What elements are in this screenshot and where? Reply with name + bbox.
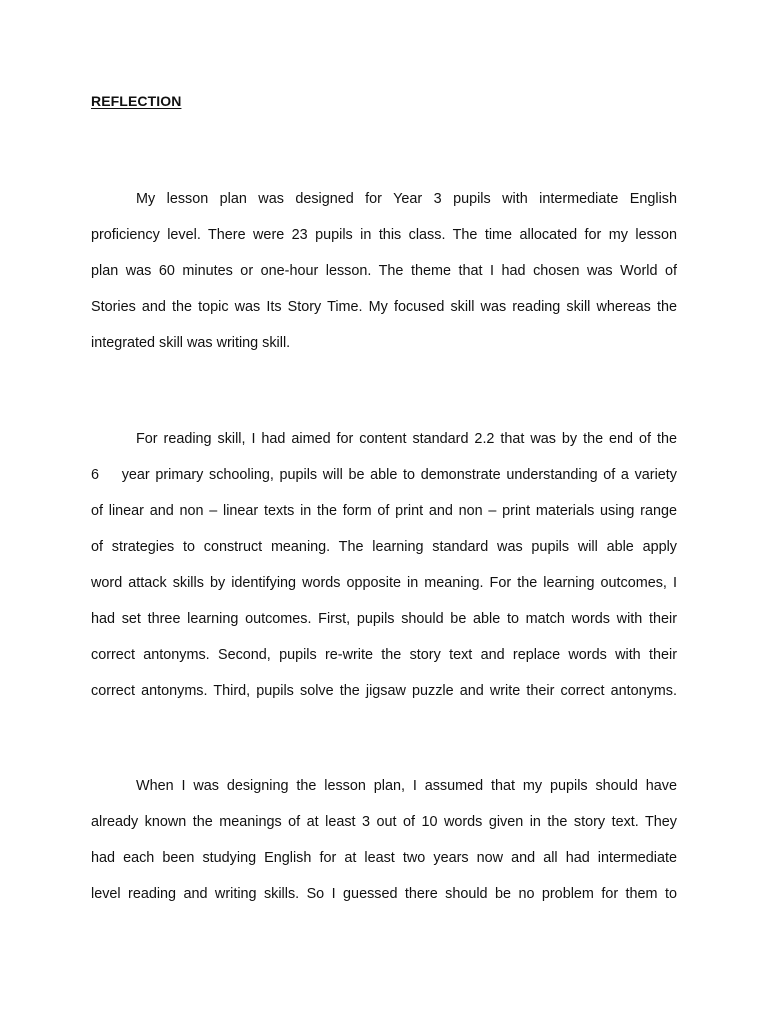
text-line: 6 year primary schooling, pupils will be able to demonstrate understanding of a variety — [91, 467, 677, 483]
text-line: correct antonyms. Third, pupils solve the jigsaw puzzle and write their correct antonyms. — [91, 683, 677, 699]
text-line: level reading and writing skills. So I guessed there should be no problem for them to — [91, 886, 677, 902]
text-line: For reading skill, I had aimed for content standard 2.2 that was by the end of the — [136, 431, 677, 447]
text-line: of strategies to construct meaning. The learning standard was pupils will able apply — [91, 539, 677, 555]
paragraph-lesson-plan — [91, 190, 677, 370]
text-line: When I was designing the lesson plan, I assumed that my pupils should have — [136, 778, 677, 794]
text-line: word attack skills by identifying words opposite in meaning. For the learning outcomes, I — [91, 575, 677, 591]
text-line: of linear and non – linear texts in the form of print and non – print materials using range — [91, 503, 677, 519]
document-heading: REFLECTION — [91, 93, 182, 109]
text-line: had set three learning outcomes. First, pupils should be able to match words with their — [91, 611, 677, 627]
text-line: had each been studying English for at least two years now and all had intermediate — [91, 850, 677, 866]
text-line: correct antonyms. Second, pupils re-write the story text and replace words with their — [91, 647, 677, 663]
text-line: Stories and the topic was Its Story Time. My focused skill was reading skill whereas the — [91, 299, 677, 315]
text-line: My lesson plan was designed for Year 3 pupils with intermediate English — [136, 191, 677, 207]
paragraph-reading-skill — [91, 430, 677, 718]
text-line: plan was 60 minutes or one-hour lesson. The theme that I had chosen was World of — [91, 263, 677, 279]
paragraph-designing — [91, 777, 677, 921]
text-line: proficiency level. There were 23 pupils in this class. The time allocated for my lesson — [91, 227, 677, 243]
text-line: integrated skill was writing skill. — [91, 335, 291, 351]
text-line: already known the meanings of at least 3 out of 10 words given in the story text. They — [91, 814, 677, 830]
